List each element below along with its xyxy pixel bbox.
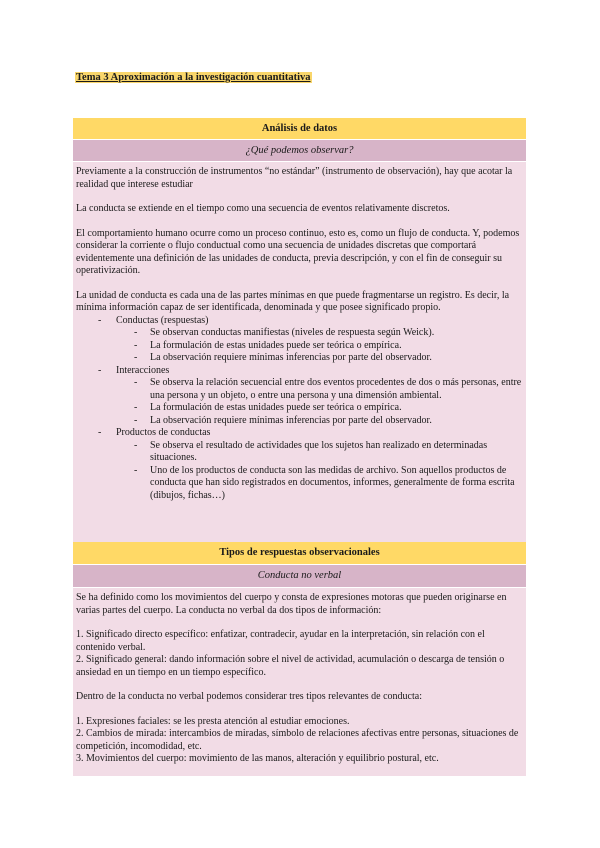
- paragraph: 2. Cambios de mirada: intercambios de miradas, símbolo de relaciones afectivas entre personas, situaciones de competición, incomodidad, etc.: [76, 728, 519, 752]
- dash-marker: -: [134, 414, 138, 426]
- list-item-label: Productos de conductas: [116, 427, 211, 438]
- sub-list-item-text: Se observa la relación secuencial entre dos eventos procedentes de dos o más personas, entre una persona y un objeto, o entre una persona y una dimensión ambiental.: [150, 377, 522, 401]
- list-item-label: Interacciones: [116, 364, 170, 376]
- paragraph: 2. Significado general: dando información sobre el nivel de actividad, acumulación o descarga de tensión o ansiedad en un tiempo en un tiempo específico.: [76, 654, 505, 678]
- sub-list-item: [76, 402, 523, 415]
- dash-marker: -: [134, 339, 138, 351]
- sub-list-item-text: Se observan conductas manifiestas (niveles de respuesta según Weick).: [150, 327, 435, 338]
- section-subheader-observar: ¿Qué podemos observar?: [73, 140, 526, 162]
- paragraph: Se ha definido como los movimientos del cuerpo y consta de expresiones motoras que pueden originarse en varias partes del cuerpo. La conducta no verbal da dos tipos de información:: [76, 592, 507, 616]
- sub-list-item: [76, 352, 523, 365]
- section-header-analisis: Análisis de datos: [73, 118, 526, 140]
- sub-list-item: [76, 340, 523, 353]
- sub-list-item-text: Uno de los productos de conducta son las medidas de archivo. Son aquellos productos de conducta que han sido registrados en documentos, informes, generalmente de forma escrita (dibujos, fichas…): [150, 464, 515, 501]
- section-body-observar: [73, 162, 526, 542]
- sub-list-item: [76, 440, 523, 465]
- paragraph: La conducta se extiende en el tiempo como una secuencia de eventos relativamente discretos.: [76, 203, 450, 214]
- paragraph: La unidad de conducta es cada una de las partes mínimas en que puede fragmentarse un registro. Es decir, la mínima información capaz de ser identificada, denominada y que posee significado propio.: [76, 289, 510, 313]
- sub-list-item: [76, 465, 523, 503]
- sub-list-item: [76, 415, 523, 428]
- list-item: [76, 427, 523, 440]
- dash-marker: -: [98, 427, 102, 438]
- paragraph: Previamente a la construcción de instrumentos “no estándar” (instrumento de observación), hay que acotar la realidad que interese estudiar: [76, 166, 513, 190]
- sub-list-item-text: La formulación de estas unidades puede ser teórica o empírica.: [150, 402, 402, 413]
- dash-marker: -: [134, 352, 138, 363]
- page-title: Tema 3 Aproximación a la investigación cuantitativa: [76, 72, 311, 83]
- paragraph: Dentro de la conducta no verbal podemos considerar tres tipos relevantes de conducta:: [76, 691, 422, 702]
- sub-list-item: [76, 327, 523, 340]
- dash-marker: -: [98, 364, 102, 376]
- paragraph: 1. Expresiones faciales: se les presta atención al estudiar emociones.: [76, 715, 350, 727]
- list-item: [76, 315, 523, 328]
- sub-list-item-text: La formulación de estas unidades puede ser teórica o empírica.: [150, 339, 402, 351]
- section-body-no-verbal: [73, 588, 526, 776]
- content-table: [73, 118, 526, 776]
- sub-list-item: [76, 377, 523, 402]
- dash-marker: -: [134, 327, 138, 338]
- paragraph: El comportamiento humano ocurre como un proceso continuo, esto es, como un flujo de conducta. Y, podemos considerar la corriente o flujo conductual como una secuencia de unidades discretas que comportará evidentemente una definición de las unidades de conducta, previa descripción, y con el fin de conseguir su operativización.: [76, 227, 520, 276]
- sub-list-item-text: La observación requiere mínimas inferencias por parte del observador.: [150, 352, 432, 363]
- sub-list-item-text: La observación requiere mínimas inferencias por parte del observador.: [150, 414, 432, 426]
- dash-marker: -: [134, 402, 138, 413]
- section-header-tipos: Tipos de respuestas observacionales: [73, 542, 526, 565]
- list-item: [76, 365, 523, 378]
- dash-marker: -: [98, 314, 102, 326]
- section-subheader-no-verbal: Conducta no verbal: [73, 565, 526, 588]
- dash-marker: -: [134, 464, 138, 476]
- paragraph: 3. Movimientos del cuerpo: movimiento de las manos, alteración y equilibrio postural, etc.: [76, 753, 439, 764]
- list-item-label: Conductas (respuestas): [116, 314, 209, 326]
- paragraph: 1. Significado directo específico: enfatizar, contradecir, ayudar en la interpretación, sin relación con el contenido verbal.: [76, 629, 485, 653]
- sub-list-item-text: Se observa el resultado de actividades que los sujetos han realizado en determinadas situaciones.: [150, 439, 488, 463]
- dash-marker: -: [134, 377, 138, 388]
- dash-marker: -: [134, 439, 138, 451]
